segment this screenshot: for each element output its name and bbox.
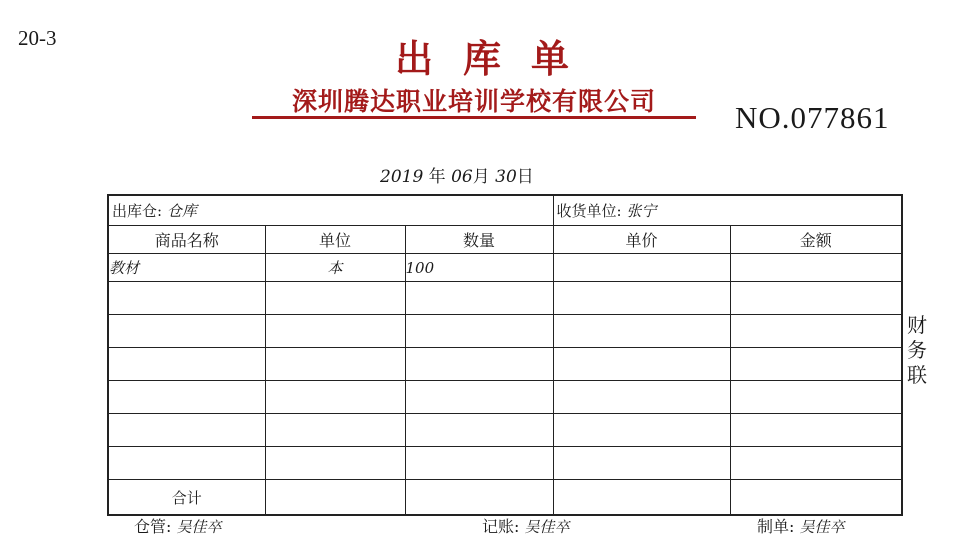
empty-cell bbox=[405, 447, 553, 480]
column-header-price: 单价 bbox=[553, 226, 730, 254]
empty-cell bbox=[553, 480, 730, 516]
document-number: NO.077861 bbox=[735, 100, 890, 135]
empty-cell bbox=[265, 381, 405, 414]
signature-name: 吴佳卒 bbox=[176, 518, 222, 536]
empty-cell bbox=[553, 381, 730, 414]
signature-label: 仓管: bbox=[134, 517, 172, 536]
signature-label: 制单: bbox=[757, 517, 795, 536]
item-unit: 本 bbox=[265, 254, 405, 282]
empty-cell bbox=[405, 315, 553, 348]
empty-cell bbox=[405, 381, 553, 414]
empty-cell bbox=[405, 414, 553, 447]
table-row bbox=[108, 414, 902, 447]
empty-cell bbox=[108, 381, 265, 414]
table-row bbox=[108, 315, 902, 348]
total-label: 合计 bbox=[108, 480, 265, 516]
delivery-slip-table bbox=[107, 194, 903, 516]
company-name: 深圳腾达职业培训学校有限公司 bbox=[291, 87, 656, 116]
empty-cell bbox=[730, 282, 902, 315]
empty-cell bbox=[265, 348, 405, 381]
item-name: 教材 bbox=[108, 254, 265, 282]
empty-cell bbox=[265, 480, 405, 516]
empty-cell bbox=[265, 447, 405, 480]
empty-cell bbox=[553, 315, 730, 348]
item-amount bbox=[730, 254, 902, 282]
empty-cell bbox=[730, 381, 902, 414]
empty-cell bbox=[553, 348, 730, 381]
empty-cell bbox=[553, 447, 730, 480]
table-row bbox=[108, 381, 902, 414]
table-row bbox=[108, 348, 902, 381]
date-month: 06 bbox=[451, 167, 473, 187]
date-day-unit: 日 bbox=[516, 167, 534, 187]
table-row bbox=[108, 254, 902, 282]
empty-cell bbox=[553, 414, 730, 447]
empty-cell bbox=[108, 447, 265, 480]
date-day: 30 bbox=[495, 167, 517, 187]
total-row bbox=[108, 480, 902, 516]
header-info-row bbox=[108, 195, 902, 226]
warehouse-cell bbox=[108, 195, 553, 226]
empty-cell bbox=[405, 480, 553, 516]
receiver-label: 收货单位: bbox=[556, 202, 622, 220]
empty-cell bbox=[405, 282, 553, 315]
empty-cell bbox=[265, 315, 405, 348]
date-year-unit: 年 bbox=[428, 167, 446, 187]
empty-cell bbox=[730, 348, 902, 381]
item-price bbox=[553, 254, 730, 282]
empty-cell bbox=[405, 348, 553, 381]
empty-cell bbox=[108, 315, 265, 348]
empty-cell bbox=[553, 282, 730, 315]
table-row bbox=[108, 447, 902, 480]
empty-cell bbox=[108, 282, 265, 315]
issue-date bbox=[380, 162, 534, 187]
signature-preparer bbox=[757, 514, 845, 537]
column-header-quantity: 数量 bbox=[405, 226, 553, 254]
empty-cell bbox=[265, 282, 405, 315]
date-month-unit: 月 bbox=[472, 167, 490, 187]
empty-cell bbox=[730, 414, 902, 447]
empty-cell bbox=[265, 414, 405, 447]
date-year: 2019 bbox=[380, 167, 424, 187]
empty-cell bbox=[730, 480, 902, 516]
warehouse-value: 仓库 bbox=[166, 202, 197, 220]
copy-label: 财务联 bbox=[907, 313, 927, 387]
signature-name: 吴佳卒 bbox=[799, 518, 845, 536]
column-header-amount: 金额 bbox=[730, 226, 902, 254]
receiver-value: 张宁 bbox=[626, 202, 657, 220]
item-quantity: 100 bbox=[405, 254, 553, 282]
column-header-row bbox=[108, 226, 902, 254]
empty-cell bbox=[108, 348, 265, 381]
company-underline bbox=[252, 116, 696, 119]
warehouse-label: 出库仓: bbox=[112, 202, 163, 220]
signature-bookkeeper bbox=[482, 514, 570, 537]
document-title: 出库单 bbox=[394, 37, 599, 81]
column-header-unit: 单位 bbox=[265, 226, 405, 254]
empty-cell bbox=[730, 315, 902, 348]
empty-cell bbox=[108, 414, 265, 447]
signature-label: 记账: bbox=[482, 517, 520, 536]
receiver-cell bbox=[553, 195, 902, 226]
column-header-name: 商品名称 bbox=[108, 226, 265, 254]
table-row bbox=[108, 282, 902, 315]
signature-warehouse-keeper bbox=[134, 514, 222, 537]
empty-cell bbox=[730, 447, 902, 480]
signature-name: 吴佳卒 bbox=[524, 518, 570, 536]
form-code: 20-3 bbox=[18, 26, 57, 50]
